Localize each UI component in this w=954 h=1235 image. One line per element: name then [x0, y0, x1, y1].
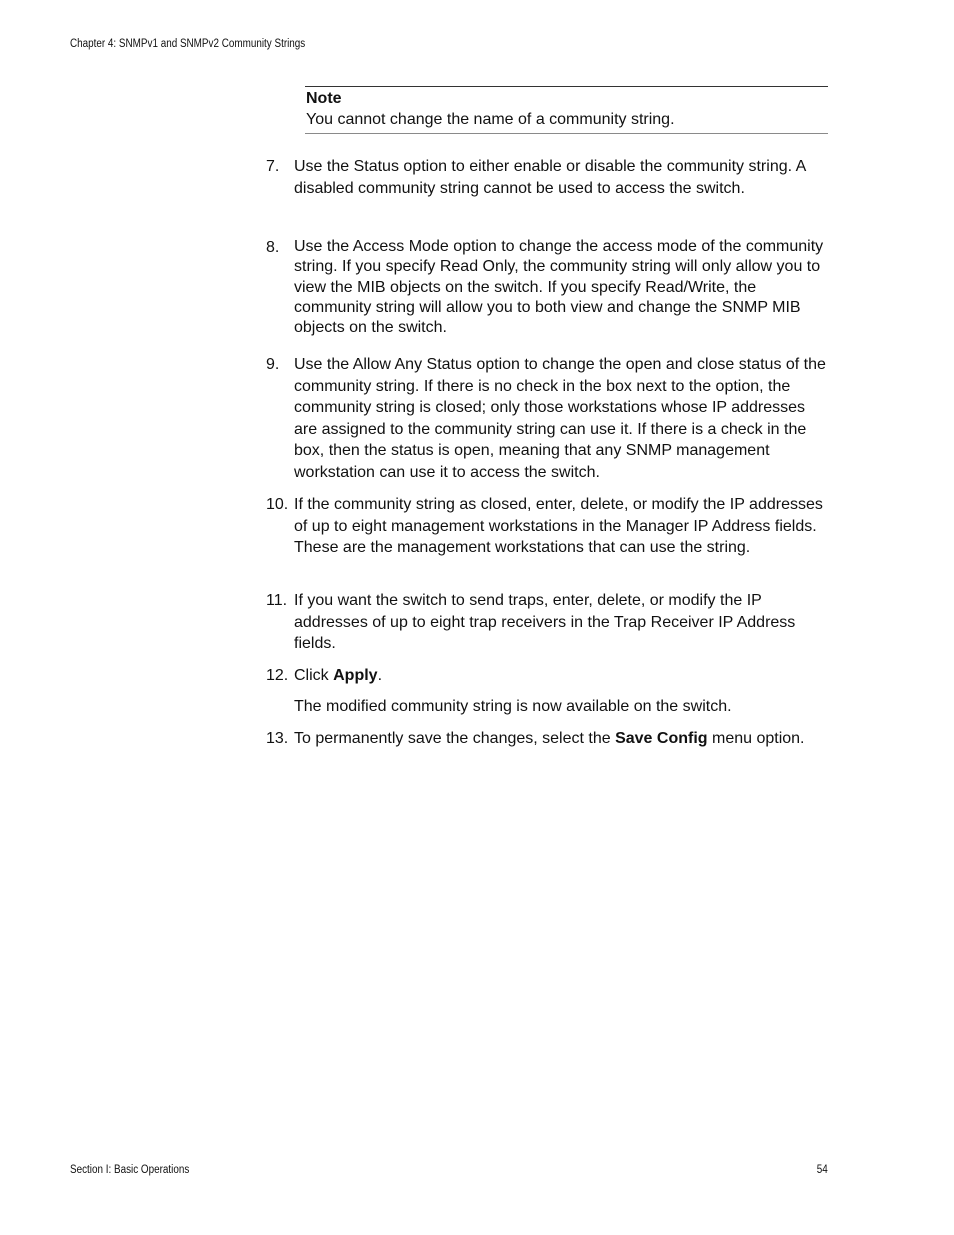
running-header: Chapter 4: SNMPv1 and SNMPv2 Community Strings [70, 38, 306, 50]
step-number: 13. [266, 730, 289, 747]
step-number: 11. [266, 592, 288, 609]
step-suffix: . [377, 667, 383, 684]
step-number: 10. [266, 496, 289, 513]
step-number: 12. [266, 667, 289, 684]
step-prefix: To permanently save the changes, select the [294, 730, 616, 747]
step-12 [266, 665, 832, 687]
step-13 [266, 728, 832, 750]
step-text [294, 728, 832, 750]
note-text: You cannot change the name of a community string. [306, 111, 675, 128]
footer-section: Section I: Basic Operations [70, 1164, 190, 1176]
step-text [294, 665, 832, 687]
step-text: If the community string as closed, enter, delete, or modify the IP addresses of up to eight management workstations in the Manager IP Address fields. These are the management workstations that can use the string. [294, 496, 823, 556]
step-text: If you want the switch to send traps, enter, delete, or modify the IP addresses of up to eight trap receivers in the Trap Receiver IP Address fields. [294, 592, 796, 652]
step-11 [266, 590, 832, 655]
result-paragraph: The modified community string is now available on the switch. [294, 698, 732, 715]
step-7 [266, 156, 832, 199]
step-number: 7. [266, 158, 280, 175]
step-text: Use the Allow Any Status option to change the open and close status of the community string. If there is no check in the box next to the option, the community string is closed; only those workstations whose IP addresses are assigned to the community string can use it. If there is a check in the box, then the status is open, meaning that any SNMP management workstation can use it to access the switch. [294, 356, 826, 481]
step-10 [266, 494, 832, 559]
page-number: 54 [816, 1164, 828, 1176]
apply-label: Apply [333, 667, 378, 684]
save-config-label: Save Config [615, 730, 708, 747]
step-text: Use the Status option to either enable or disable the community string. A disabled community string cannot be used to access the switch. [294, 158, 806, 197]
step-8 [266, 237, 832, 338]
step-number: 9. [266, 356, 280, 373]
step-9 [266, 354, 832, 483]
step-prefix: Click [294, 667, 334, 684]
note-title: Note [306, 90, 342, 107]
step-number: 8. [266, 239, 280, 256]
step-suffix: menu option. [707, 730, 805, 747]
note-box [305, 86, 828, 134]
step-text: Use the Access Mode option to change the access mode of the community string. If you specify Read Only, the community string will only allow you to view the MIB objects on the switch. If you specify Read/Write, the community string will allow you to both view and change the SNMP MIB objects on the switch. [294, 238, 824, 337]
